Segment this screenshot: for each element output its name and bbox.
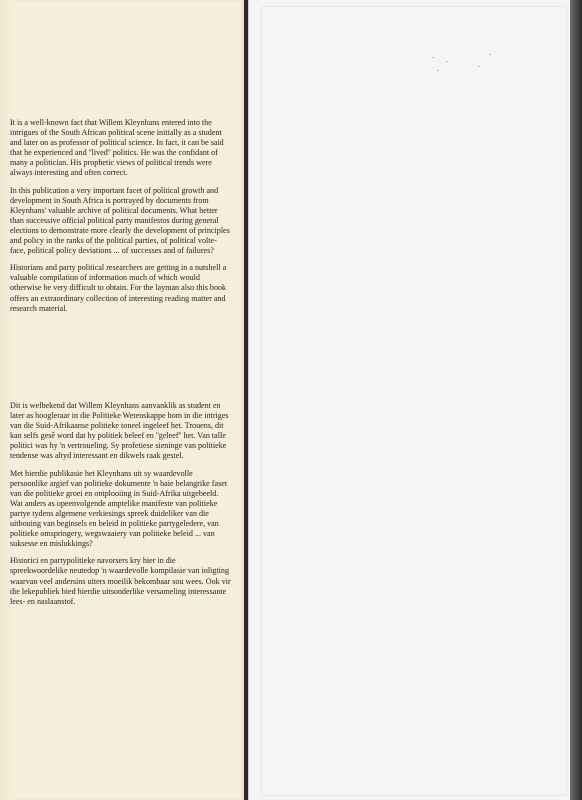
paper-speck xyxy=(432,57,434,58)
afrikaans-paragraph-2: Met hierdie publikasie het Kleynhans uit sy waardevolle persoonlike argief van politieke dokumente 'n baie belangrike faset van die politieke groei en ontplooiing in Suid-Afrika uitgebeeld. Wat anders as opeenvolgende amptelike manifeste van politieke partye tydens algemene verkiesings spreek duideliker van die uitbouing van beginsels en beleid in politieke partygeledere, van politieke omspringery, wegswaaiery van politieke beleid ... van suksesse en mislukkings? xyxy=(10,468,228,549)
paper-speck xyxy=(446,61,448,62)
english-blurb xyxy=(10,118,232,314)
endpaper-border xyxy=(261,6,567,796)
english-paragraph-3: Historians and party political researchers are getting in a nutshell a valuable compilation of information much of which would otherwise be very difficult to obtain. For the layman also this book offers an extraordinary collection of interesting reading matter and research material. xyxy=(10,263,227,313)
paper-speck xyxy=(437,70,439,71)
english-paragraph-2: In this publication a very important facet of political growth and development in South Africa is portrayed by documents from Kleynhans' valuable archive of political documents. What better than successive official political party manifestos during general elections to demonstrate more clearly the development of principles and policy in the ranks of the political parties, of political volte-face, political policy deviations ... of successes and of failures? xyxy=(10,185,230,256)
dust-jacket-flap xyxy=(0,0,244,800)
afrikaans-blurb xyxy=(10,401,232,607)
page-edge-shadow xyxy=(570,0,582,800)
paper-speck xyxy=(489,54,491,55)
afrikaans-paragraph-3: Historici en partypolitieke navorsers kry hier in die spreekwoordelike neutedop 'n waardevolle kompilasie van inligting waarvan veel andersins uiters moeilik bekombaar sou wees. Ook vir die lekepubliek bied hierdie uitsonderlike versameling interessante lees- en naslaanstof. xyxy=(10,556,231,606)
blank-endpaper xyxy=(248,0,571,800)
english-paragraph-1: It is a well-known fact that Willem Kleynhans entered into the intrigues of the South African political scene initially as a student and later on as professor of political science. In fact, it can be said that he experienced and ''lived'' politics. He was the confidant of many a politician. His prophetic views of political trends were always interesting and often correct. xyxy=(10,118,224,178)
paper-speck xyxy=(478,66,480,67)
afrikaans-paragraph-1: Dit is welbekend dat Willem Kleynhans aanvanklik as student en later as hoogleraar in die Politieke Wetenskappe hom in die intriges van die Suid-Afrikaanse politieke toneel ingeleef het. Trouens, dit kan selfs gesê word dat hy politiek beleef en ''geleef'' het. Van talle politici was hy 'n vertroueling. Sy profetiese sieninge van politieke tendense was altyd interessant en dikwels raak gestel. xyxy=(10,401,229,461)
